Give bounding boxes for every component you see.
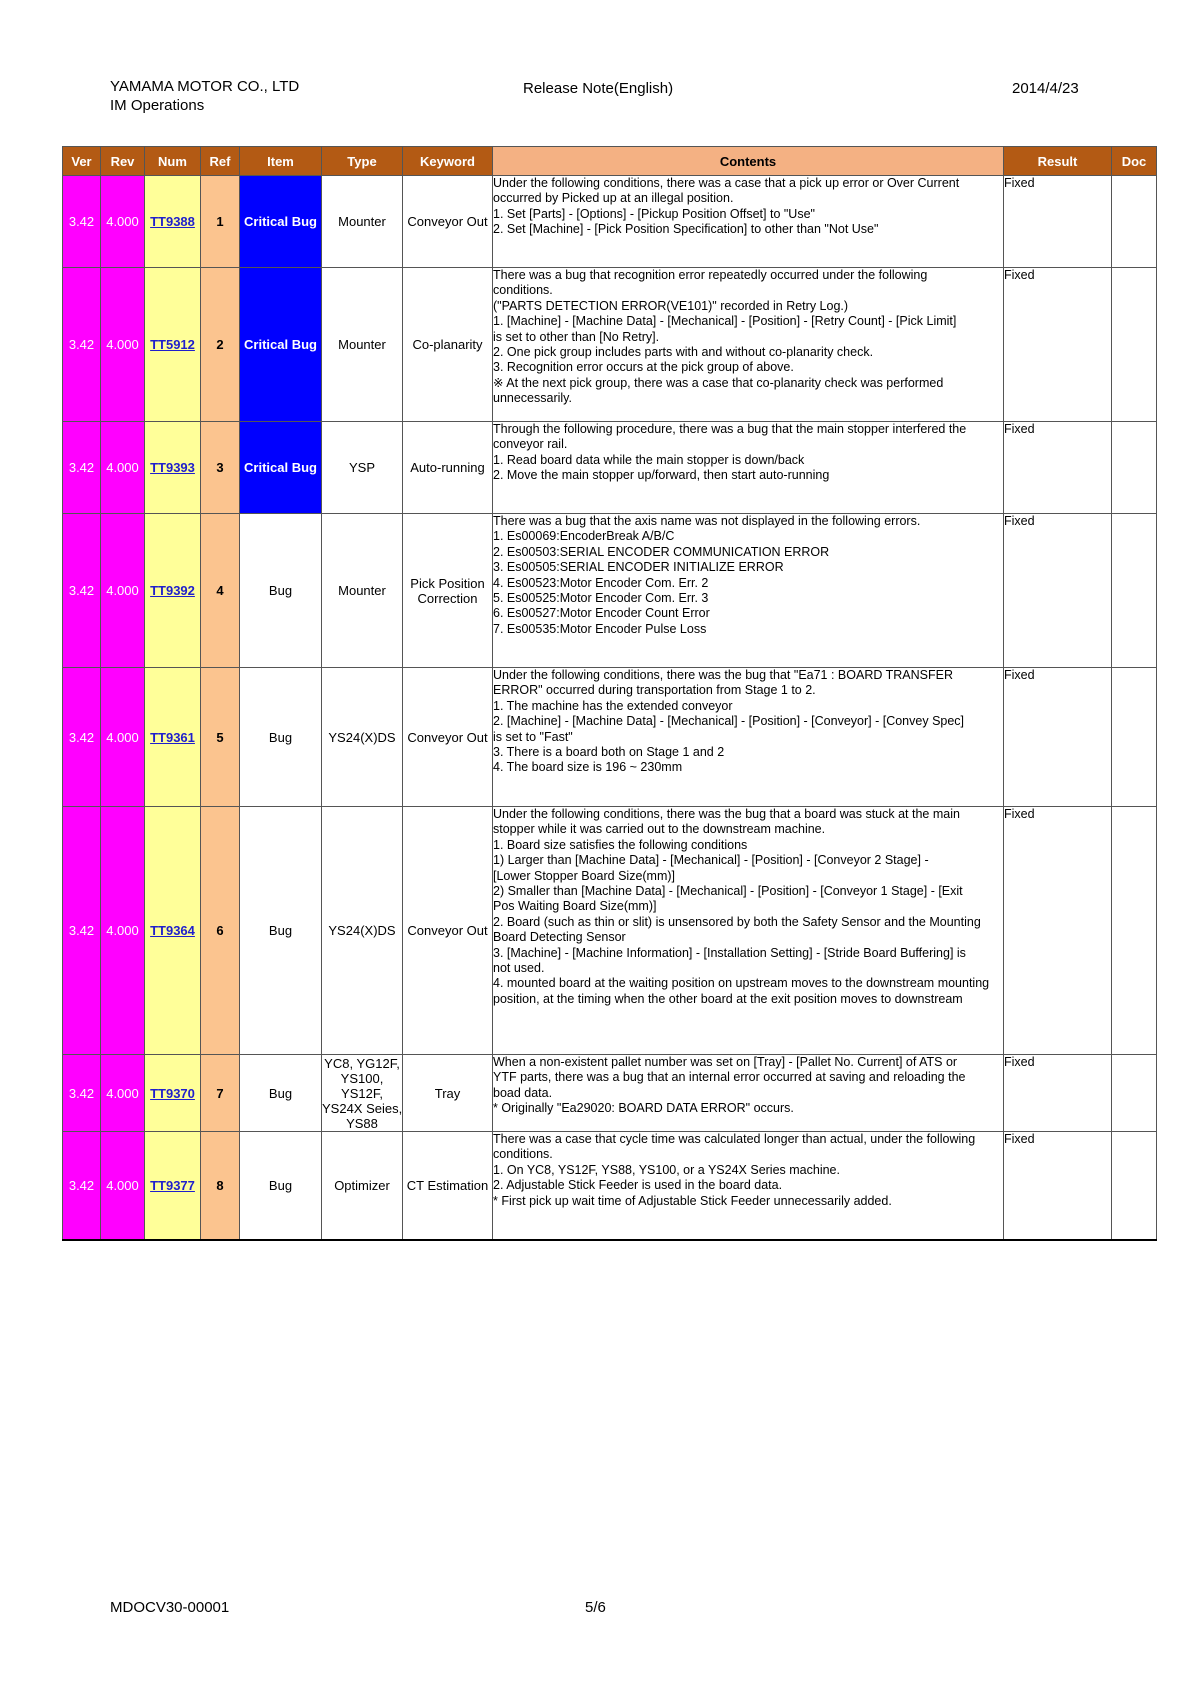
- ver-cell: 3.42: [63, 422, 101, 514]
- doc-cell: [1112, 422, 1157, 514]
- keyword-cell: [403, 668, 493, 807]
- table-row: [63, 268, 1157, 422]
- contents-cell: [493, 807, 1004, 1055]
- contents-line: 2. Set [Machine] - [Pick Position Specification] to other than "Not Use": [493, 222, 879, 237]
- contents-line: Under the following conditions, there was a case that a pick up error or Over Current: [493, 176, 960, 190]
- rev-cell: 4.000: [101, 807, 145, 1055]
- table-row: [63, 1055, 1157, 1132]
- contents-line: 2. One pick group includes parts with and without co-planarity check.: [493, 345, 874, 360]
- contents-line: 4. mounted board at the waiting position on upstream moves to the downstream mounting: [493, 976, 990, 991]
- contents-line: YTF parts, there was a bug that an internal error occurred at saving and reloading the: [493, 1070, 966, 1085]
- ticket-number-link[interactable]: TT9361: [145, 668, 201, 807]
- company-name: YAMAMA MOTOR CO., LTD: [110, 78, 300, 95]
- ref-cell: 5: [201, 668, 240, 807]
- ref-cell: 7: [201, 1055, 240, 1132]
- doc-cell: [1112, 176, 1157, 268]
- item-cell: Bug: [240, 514, 322, 668]
- item-cell: Bug: [240, 807, 322, 1055]
- ticket-number-link[interactable]: TT9392: [145, 514, 201, 668]
- type-cell: [322, 176, 403, 268]
- keyword-line: Correction: [417, 590, 478, 606]
- doc-cell: [1112, 514, 1157, 668]
- result-cell: Fixed: [1004, 668, 1112, 807]
- result-cell: Fixed: [1004, 1132, 1112, 1240]
- column-header-keyword: Keyword: [403, 147, 493, 176]
- ver-cell: 3.42: [63, 807, 101, 1055]
- document-date: 2014/4/23: [1012, 80, 1079, 97]
- type-cell: [322, 514, 403, 668]
- ref-cell: 2: [201, 268, 240, 422]
- contents-line: 2. Board (such as thin or slit) is unsensored by both the Safety Sensor and the Mounting: [493, 914, 981, 929]
- contents-line: conditions.: [493, 1147, 553, 1162]
- contents-line: stopper while it was carried out to the downstream machine.: [493, 822, 826, 837]
- contents-line: 3. Es00505:SERIAL ENCODER INITIALIZE ERROR: [493, 560, 784, 575]
- result-cell: Fixed: [1004, 1055, 1112, 1132]
- document-number: MDOCV30-00001: [110, 1599, 230, 1616]
- contents-cell: [493, 1132, 1004, 1240]
- contents-line: 1. Board size satisfies the following conditions: [493, 837, 748, 852]
- keyword-cell: [403, 176, 493, 268]
- contents-cell: [493, 422, 1004, 514]
- contents-line: conveyor rail.: [493, 437, 568, 452]
- type-line: Optimizer: [334, 1177, 390, 1193]
- keyword-cell: [403, 807, 493, 1055]
- ref-cell: 1: [201, 176, 240, 268]
- contents-line: Pos Waiting Board Size(mm)]: [493, 899, 657, 914]
- keyword-line: Conveyor Out: [407, 214, 488, 229]
- rev-cell: 4.000: [101, 668, 145, 807]
- column-header-ref: Ref: [201, 147, 240, 176]
- keyword-line: Conveyor Out: [407, 923, 488, 938]
- ticket-number-link[interactable]: TT5912: [145, 268, 201, 422]
- type-line: YS24(X)DS: [328, 923, 396, 938]
- keyword-line: Co-planarity: [412, 337, 483, 352]
- contents-line: boad data.: [493, 1085, 553, 1100]
- contents-line: is set to "Fast": [493, 729, 573, 744]
- keyword-line: Tray: [434, 1085, 461, 1101]
- keyword-line: CT Estimation: [406, 1177, 489, 1193]
- ver-cell: 3.42: [63, 668, 101, 807]
- contents-cell: [493, 176, 1004, 268]
- division-name: IM Operations: [110, 97, 205, 114]
- contents-line: 2. Es00503:SERIAL ENCODER COMMUNICATION ERROR: [493, 544, 830, 559]
- keyword-line: Auto-running: [410, 460, 485, 475]
- doc-cell: [1112, 1132, 1157, 1240]
- column-header-ver: Ver: [63, 147, 101, 176]
- contents-line: Under the following conditions, there was the bug that a board was stuck at the main: [493, 807, 960, 821]
- item-cell: Bug: [240, 668, 322, 807]
- contents-line: 2. Move the main stopper up/forward, then start auto-running: [493, 468, 830, 483]
- ticket-number-link[interactable]: TT9364: [145, 807, 201, 1055]
- document-title: Release Note(English): [523, 80, 674, 97]
- contents-line: 1. Read board data while the main stopper is down/back: [493, 452, 805, 467]
- column-header-type: Type: [322, 147, 403, 176]
- contents-line: ERROR" occurred during transportation from Stage 1 to 2.: [493, 683, 816, 698]
- ver-cell: 3.42: [63, 1055, 101, 1132]
- type-cell: [322, 1132, 403, 1240]
- type-cell: [322, 668, 403, 807]
- contents-line: ※ At the next pick group, there was a case that co-planarity check was performed: [493, 375, 944, 390]
- ref-cell: 4: [201, 514, 240, 668]
- type-cell: [322, 807, 403, 1055]
- contents-line: 3. There is a board both on Stage 1 and 2: [493, 745, 725, 760]
- company-block: [110, 77, 299, 115]
- contents-line: 1. [Machine] - [Machine Data] - [Mechanical] - [Position] - [Retry Count] - [Pick Limit]: [493, 314, 957, 329]
- type-line: YS88: [346, 1115, 378, 1131]
- keyword-line: Pick Position: [410, 575, 485, 591]
- ref-cell: 3: [201, 422, 240, 514]
- item-cell: Critical Bug: [240, 268, 322, 422]
- keyword-cell: [403, 268, 493, 422]
- type-line: Mounter: [338, 583, 386, 598]
- contents-cell: [493, 668, 1004, 807]
- header-row: [63, 147, 1157, 176]
- contents-line: not used.: [493, 961, 545, 976]
- contents-line: There was a bug that recognition error repeatedly occurred under the following: [493, 268, 928, 282]
- contents-line: ("PARTS DETECTION ERROR(VE101)" recorded in Retry Log.): [493, 298, 849, 313]
- table-row: [63, 176, 1157, 268]
- column-header-contents: Contents: [493, 147, 1004, 176]
- contents-line: 3. Recognition error occurs at the pick group of above.: [493, 360, 794, 375]
- contents-cell: [493, 268, 1004, 422]
- type-line: YS12F,: [341, 1085, 383, 1101]
- column-header-doc: Doc: [1112, 147, 1157, 176]
- rev-cell: 4.000: [101, 176, 145, 268]
- ticket-number-link[interactable]: TT9370: [145, 1055, 201, 1132]
- ver-cell: 3.42: [63, 176, 101, 268]
- type-cell: [322, 1055, 403, 1132]
- contents-line: position, at the timing when the other board at the exit position moves to downstream: [493, 991, 963, 1006]
- contents-line: 2. [Machine] - [Machine Data] - [Mechanical] - [Position] - [Conveyor] - [Convey Spec]: [493, 714, 965, 729]
- ticket-number-link[interactable]: TT9388: [145, 176, 201, 268]
- column-header-num: Num: [145, 147, 201, 176]
- contents-cell: [493, 514, 1004, 668]
- contents-line: 1. On YC8, YS12F, YS88, YS100, or a YS24X Series machine.: [493, 1162, 840, 1177]
- keyword-cell: [403, 514, 493, 668]
- ref-cell: 6: [201, 807, 240, 1055]
- contents-line: unnecessarily.: [493, 391, 572, 406]
- contents-line: When a non-existent pallet number was set on [Tray] - [Pallet No. Current] of ATS or: [493, 1055, 958, 1069]
- doc-cell: [1112, 807, 1157, 1055]
- doc-cell: [1112, 268, 1157, 422]
- ticket-number-link[interactable]: TT9377: [145, 1132, 201, 1240]
- keyword-cell: [403, 1132, 493, 1240]
- keyword-line: Conveyor Out: [407, 729, 488, 745]
- result-cell: Fixed: [1004, 268, 1112, 422]
- doc-cell: [1112, 668, 1157, 807]
- table-row: [63, 1132, 1157, 1240]
- contents-line: There was a bug that the axis name was not displayed in the following errors.: [493, 514, 921, 528]
- contents-line: 1. Es00069:EncoderBreak A/B/C: [493, 529, 675, 544]
- contents-line: Under the following conditions, there was the bug that "Ea71 : BOARD TRANSFER: [493, 668, 953, 682]
- contents-line: 4. The board size is 196 ~ 230mm: [493, 760, 683, 775]
- contents-line: * Originally "Ea29020: BOARD DATA ERROR" occurs.: [493, 1101, 794, 1116]
- contents-line: 3. [Machine] - [Machine Information] - [Installation Setting] - [Stride Board Buffering] is: [493, 945, 966, 960]
- type-line: YS24X Seies,: [322, 1100, 403, 1116]
- type-cell: [322, 422, 403, 514]
- result-cell: Fixed: [1004, 422, 1112, 514]
- item-cell: Bug: [240, 1055, 322, 1132]
- type-line: Mounter: [338, 214, 386, 229]
- contents-line: 1) Larger than [Machine Data] - [Mechanical] - [Position] - [Conveyor 2 Stage] -: [493, 853, 929, 868]
- contents-line: conditions.: [493, 283, 553, 298]
- contents-line: There was a case that cycle time was calculated longer than actual, under the following: [493, 1132, 976, 1146]
- table-row: [63, 668, 1157, 807]
- type-line: YS100,: [340, 1070, 384, 1086]
- rev-cell: 4.000: [101, 1055, 145, 1132]
- keyword-cell: [403, 422, 493, 514]
- rev-cell: 4.000: [101, 514, 145, 668]
- type-line: YS24(X)DS: [328, 729, 396, 745]
- contents-line: [Lower Stopper Board Size(mm)]: [493, 868, 676, 883]
- type-line: Mounter: [338, 337, 386, 352]
- table-row: [63, 514, 1157, 668]
- item-cell: Bug: [240, 1132, 322, 1240]
- rev-cell: 4.000: [101, 1132, 145, 1240]
- ver-cell: 3.42: [63, 268, 101, 422]
- release-note-table: [62, 146, 1157, 1241]
- type-line: YSP: [348, 460, 375, 475]
- contents-cell: [493, 1055, 1004, 1132]
- contents-line: 5. Es00525:Motor Encoder Com. Err. 3: [493, 591, 709, 606]
- item-cell: Critical Bug: [240, 422, 322, 514]
- ver-cell: 3.42: [63, 1132, 101, 1240]
- contents-line: 2. Adjustable Stick Feeder is used in the board data.: [493, 1178, 783, 1193]
- type-cell: [322, 268, 403, 422]
- contents-line: 4. Es00523:Motor Encoder Com. Err. 2: [493, 575, 709, 590]
- ticket-number-link[interactable]: TT9393: [145, 422, 201, 514]
- contents-line: is set to other than [No Retry].: [493, 329, 660, 344]
- keyword-cell: [403, 1055, 493, 1132]
- contents-line: * First pick up wait time of Adjustable Stick Feeder unnecessarily added.: [493, 1193, 892, 1208]
- result-cell: Fixed: [1004, 176, 1112, 268]
- column-header-item: Item: [240, 147, 322, 176]
- contents-line: occurred by Picked up at an illegal position.: [493, 191, 734, 206]
- column-header-rev: Rev: [101, 147, 145, 176]
- ver-cell: 3.42: [63, 514, 101, 668]
- result-cell: Fixed: [1004, 514, 1112, 668]
- contents-line: 6. Es00527:Motor Encoder Count Error: [493, 606, 710, 621]
- rev-cell: 4.000: [101, 268, 145, 422]
- table-row: [63, 807, 1157, 1055]
- type-line: YC8, YG12F,: [324, 1055, 400, 1071]
- contents-line: Through the following procedure, there was a bug that the main stopper interfered the: [493, 422, 967, 436]
- result-cell: Fixed: [1004, 807, 1112, 1055]
- contents-line: 2) Smaller than [Machine Data] - [Mechanical] - [Position] - [Conveyor 1 Stage] - [Exit: [493, 884, 963, 899]
- contents-line: Board Detecting Sensor: [493, 930, 626, 945]
- table-row: [63, 422, 1157, 514]
- column-header-result: Result: [1004, 147, 1112, 176]
- contents-line: 1. The machine has the extended conveyor: [493, 698, 733, 713]
- item-cell: Critical Bug: [240, 176, 322, 268]
- page-number: 5/6: [585, 1599, 606, 1616]
- doc-cell: [1112, 1055, 1157, 1132]
- ref-cell: 8: [201, 1132, 240, 1240]
- contents-line: 7. Es00535:Motor Encoder Pulse Loss: [493, 621, 707, 636]
- rev-cell: 4.000: [101, 422, 145, 514]
- contents-line: 1. Set [Parts] - [Options] - [Pickup Position Offset] to "Use": [493, 206, 815, 221]
